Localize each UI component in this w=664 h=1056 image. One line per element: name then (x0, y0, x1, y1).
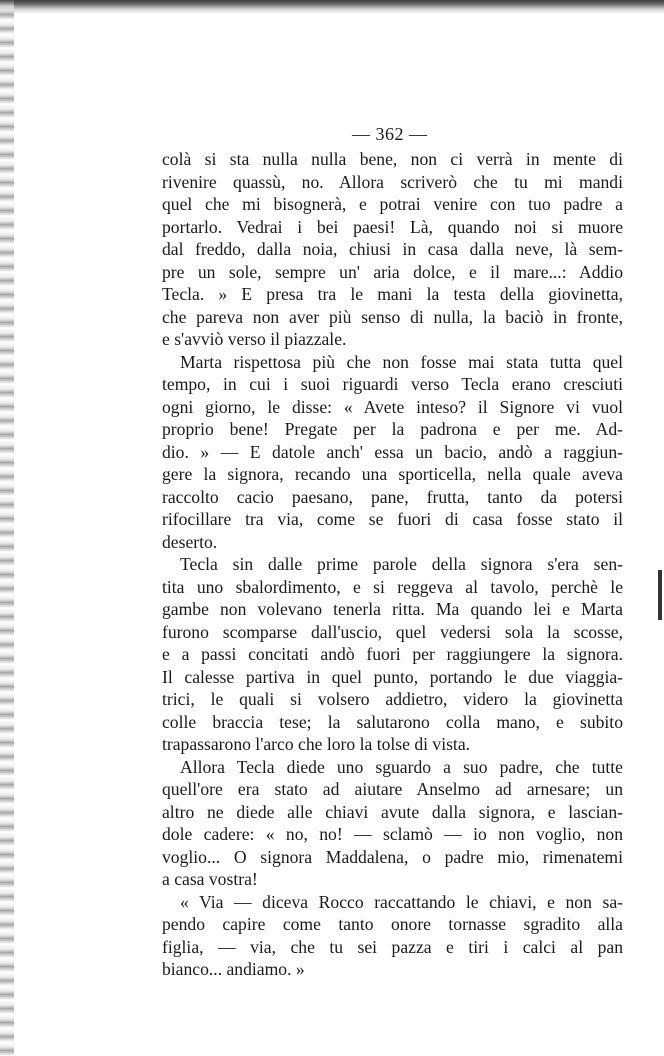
text-line: a casa vostra! (162, 869, 258, 889)
text-line: quel che mi bisognerà, e potrai venire con tuo padre a (162, 194, 623, 214)
text-line: ogni giorno, le disse: « Avete inteso? il Signore vi vuol (162, 396, 623, 417)
text-line: gere la signora, recando una sporticella, nella quale aveva (162, 464, 623, 484)
text-line: « Via — diceva Rocco raccattando le chiavi, e non sa- (180, 891, 623, 912)
text-line: Tecla sin dalle prime parole della signora s'era sen- (180, 554, 623, 574)
text-line: voglio... O signora Maddalena, o padre mio, rimenatemi (162, 846, 623, 867)
text-line: bianco... andiamo. » (162, 959, 305, 979)
text-line: portarlo. Vedrai i bei paesi! Là, quando noi si muore (162, 216, 623, 237)
text-line: pendo capire come tanto onore tornasse sgradito alla (162, 914, 623, 934)
text-line: tita uno sbalordimento, e si reggeva al tavolo, perchè le (162, 576, 623, 597)
page-number: — 362 — (352, 124, 428, 144)
scan-right-mark (658, 570, 662, 620)
paragraph (162, 553, 623, 756)
paragraph (162, 891, 623, 981)
text-line: dio. » — E datole anch' essa un bacio, andò a raggiun- (162, 441, 623, 462)
scan-top-edge (0, 0, 664, 14)
text-line: tempo, in cui i suoi riguardi verso Tecla erano cresciuti (162, 374, 623, 394)
text-line: rivenire quassù, no. Allora scriverò che tu mi mandi (162, 171, 623, 192)
text-line: e a passi concitati andò fuori per raggiungere la signora. (162, 644, 623, 664)
text-line: e s'avviò verso il piazzale. (162, 329, 347, 349)
text-line: Tecla. » E presa tra le mani la testa della giovinetta, (162, 284, 623, 304)
text-line: deserto. (162, 531, 218, 552)
text-line: dole cadere: « no, no! — sclamò — io non voglio, non (162, 824, 623, 844)
text-line: colà si sta nulla nulla bene, non ci verrà in mente di (162, 149, 623, 169)
text-line: Marta rispettosa più che non fosse mai stata tutta quel (180, 351, 623, 372)
text-line: Allora Tecla diede uno sguardo a suo padre, che tutte (180, 756, 623, 777)
text-line: che pareva non aver più senso di nulla, la baciò in fronte, (162, 306, 623, 327)
scan-left-edge (0, 0, 14, 1056)
paragraph (162, 756, 623, 891)
text-line: pre un sole, sempre un' aria dolce, e il mare...: Addio (162, 261, 623, 282)
text-line: Il calesse partiva in quel punto, portando le due viaggia- (162, 666, 623, 687)
text-line: raccolto cacio paesano, pane, frutta, tanto da potersi (162, 486, 623, 507)
text-line: altro ne diede alle chiavi avute dalla signora, e lascian- (162, 801, 623, 822)
paragraph (162, 148, 623, 351)
text-line: colle braccia tese; la salutarono colla mano, e subito (162, 711, 623, 732)
paragraph (162, 351, 623, 554)
text-line: rifocillare tra via, come se fuori di casa fosse stato il (162, 509, 623, 529)
text-line: figlia, — via, che tu sei pazza e tiri i calci al pan (162, 936, 623, 957)
body-text (162, 148, 623, 981)
text-line: quell'ore era stato ad aiutare Anselmo ad arnesare; un (162, 779, 623, 799)
text-line: trici, le quali si volsero addietro, videro la giovinetta (162, 689, 623, 709)
text-line: dal freddo, dalla noia, chiusi in casa dalla neve, là sem- (162, 239, 623, 259)
text-line: proprio bene! Pregate per la padrona e per me. Ad- (162, 419, 623, 439)
text-line: trapassarono l'arco che loro la tolse di vista. (162, 734, 471, 754)
text-line: gambe non volevano tenerla ritta. Ma quando lei e Marta (162, 599, 623, 619)
text-line: furono scomparse dall'uscio, quel vedersi sola la scosse, (162, 621, 623, 642)
